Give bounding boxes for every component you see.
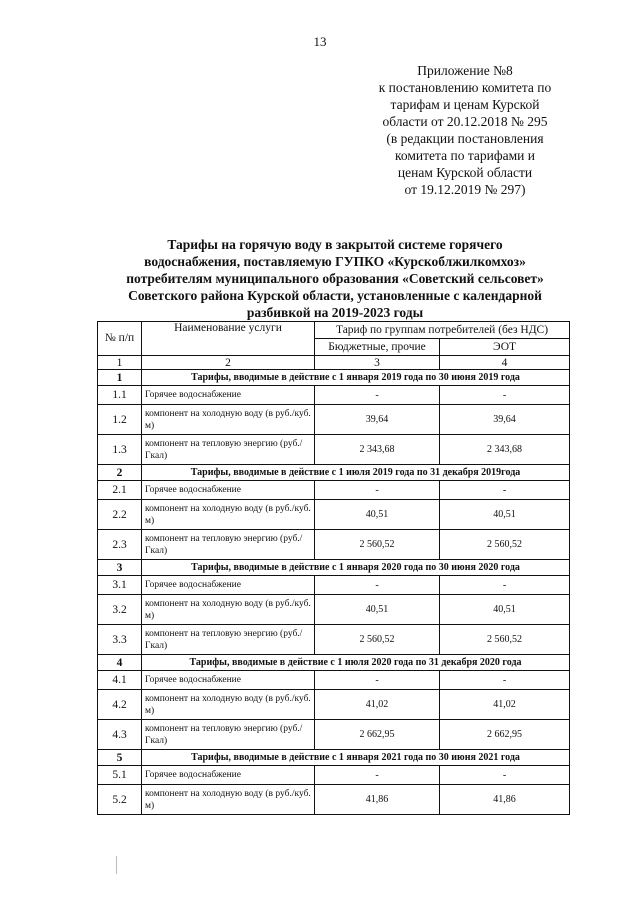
row-index: 2.3	[98, 530, 142, 560]
tariff-budget: 40,51	[315, 500, 440, 530]
title-line: потребителям муниципального образования «Советский сельсовет»	[126, 271, 544, 286]
tariff-budget: 39,64	[315, 405, 440, 435]
column-number: 1	[98, 356, 142, 370]
table-header-row	[98, 322, 570, 339]
table-row	[98, 671, 570, 690]
table-row	[98, 766, 570, 785]
section-row	[98, 655, 570, 671]
service-name: компонент на тепловую энергию (руб./Гкал)	[142, 435, 315, 465]
table-row	[98, 481, 570, 500]
document-title	[100, 236, 570, 321]
appendix-line: области от 20.12.2018 № 295	[382, 114, 548, 129]
tariff-eot: -	[440, 481, 570, 500]
column-number: 4	[440, 356, 570, 370]
header-num: № п/п	[98, 322, 142, 356]
table-row	[98, 785, 570, 815]
title-line: Советского района Курской области, установленные с календарной	[128, 288, 542, 303]
service-name: компонент на холодную воду (в руб./куб. м)	[142, 690, 315, 720]
tariff-budget: 2 560,52	[315, 625, 440, 655]
section-number: 2	[98, 465, 142, 481]
service-name: компонент на тепловую энергию (руб./Гкал)	[142, 720, 315, 750]
header-service: Наименование услуги	[142, 322, 315, 356]
page-number: 13	[313, 34, 327, 49]
tariff-budget: -	[315, 481, 440, 500]
table-row	[98, 720, 570, 750]
row-index: 3.1	[98, 576, 142, 595]
column-numbers-row	[98, 356, 570, 370]
appendix-line: комитета по тарифами и	[395, 148, 535, 163]
row-index: 2.2	[98, 500, 142, 530]
tariff-budget: 41,02	[315, 690, 440, 720]
appendix-line: ценам Курской области	[397, 165, 533, 180]
section-title: Тарифы, вводимые в действие с 1 января 2020 года по 30 июня 2020 года	[142, 560, 570, 576]
service-name: Горячее водоснабжение	[142, 386, 315, 405]
section-number: 4	[98, 655, 142, 671]
tariff-eot: 2 662,95	[440, 720, 570, 750]
appendix-line: Приложение №8	[417, 63, 513, 78]
service-name: Горячее водоснабжение	[142, 671, 315, 690]
tariff-eot: -	[440, 386, 570, 405]
row-index: 5.1	[98, 766, 142, 785]
row-index: 1.2	[98, 405, 142, 435]
row-index: 2.1	[98, 481, 142, 500]
table-row	[98, 530, 570, 560]
table-row	[98, 690, 570, 720]
service-name: компонент на холодную воду (в руб./куб. м)	[142, 785, 315, 815]
row-index: 1.1	[98, 386, 142, 405]
tariff-eot: 2 560,52	[440, 530, 570, 560]
row-index: 3.3	[98, 625, 142, 655]
appendix-line: к постановлению комитета по	[378, 80, 552, 95]
tariff-eot: -	[440, 576, 570, 595]
title-line: разбивкой на 2019-2023 годы	[246, 305, 424, 320]
service-name: Горячее водоснабжение	[142, 766, 315, 785]
section-number: 3	[98, 560, 142, 576]
row-index: 4.1	[98, 671, 142, 690]
table-row	[98, 576, 570, 595]
tariff-budget: -	[315, 671, 440, 690]
tariff-eot: 41,02	[440, 690, 570, 720]
appendix-note	[360, 62, 570, 198]
tariff-budget: -	[315, 386, 440, 405]
table-row	[98, 405, 570, 435]
row-index: 1.3	[98, 435, 142, 465]
tariff-budget: 2 560,52	[315, 530, 440, 560]
section-title: Тарифы, вводимые в действие с 1 июля 2019 года по 31 декабря 2019года	[142, 465, 570, 481]
header-tariff-group: Тариф по группам потребителей (без НДС)	[315, 322, 570, 339]
service-name: компонент на холодную воду (в руб./куб. м)	[142, 405, 315, 435]
header-eot: ЭОТ	[440, 339, 570, 356]
service-name: компонент на тепловую энергию (руб./Гкал)	[142, 625, 315, 655]
row-index: 4.3	[98, 720, 142, 750]
tariff-budget: 40,51	[315, 595, 440, 625]
margin-mark	[116, 856, 117, 874]
header-budget: Бюджетные, прочие	[315, 339, 440, 356]
appendix-line: (в редакции постановления	[386, 131, 544, 146]
section-row	[98, 750, 570, 766]
tariff-eot: 40,51	[440, 500, 570, 530]
service-name: компонент на холодную воду (в руб./куб. м)	[142, 500, 315, 530]
tariff-budget: -	[315, 576, 440, 595]
title-line: Тарифы на горячую воду в закрытой системе горячего	[167, 237, 503, 252]
section-row	[98, 560, 570, 576]
tariff-budget: -	[315, 766, 440, 785]
tariff-budget: 2 662,95	[315, 720, 440, 750]
appendix-line: тарифам и ценам Курской	[390, 97, 540, 112]
section-title: Тарифы, вводимые в действие с 1 января 2021 года по 30 июня 2021 года	[142, 750, 570, 766]
table-row	[98, 435, 570, 465]
table-row	[98, 500, 570, 530]
service-name: Горячее водоснабжение	[142, 576, 315, 595]
tariff-budget: 2 343,68	[315, 435, 440, 465]
table-row	[98, 625, 570, 655]
table-row	[98, 386, 570, 405]
tariff-eot: -	[440, 766, 570, 785]
section-title: Тарифы, вводимые в действие с 1 июля 2020 года по 31 декабря 2020 года	[142, 655, 570, 671]
column-number: 2	[142, 356, 315, 370]
tariff-eot: 39,64	[440, 405, 570, 435]
title-line: водоснабжения, поставляемую ГУПКО «Курскоблжилкомхоз»	[144, 254, 526, 269]
appendix-line: от 19.12.2019 № 297)	[404, 182, 526, 197]
row-index: 4.2	[98, 690, 142, 720]
service-name: Горячее водоснабжение	[142, 481, 315, 500]
section-row	[98, 465, 570, 481]
tariff-eot: 41,86	[440, 785, 570, 815]
column-number: 3	[315, 356, 440, 370]
section-number: 5	[98, 750, 142, 766]
tariff-eot: 2 343,68	[440, 435, 570, 465]
row-index: 5.2	[98, 785, 142, 815]
section-row	[98, 370, 570, 386]
service-name: компонент на холодную воду (в руб./куб. м)	[142, 595, 315, 625]
tariff-eot: -	[440, 671, 570, 690]
row-index: 3.2	[98, 595, 142, 625]
tariff-eot: 40,51	[440, 595, 570, 625]
tariff-table	[97, 321, 570, 815]
table-row	[98, 595, 570, 625]
section-number: 1	[98, 370, 142, 386]
tariff-eot: 2 560,52	[440, 625, 570, 655]
section-title: Тарифы, вводимые в действие с 1 января 2019 года по 30 июня 2019 года	[142, 370, 570, 386]
tariff-budget: 41,86	[315, 785, 440, 815]
service-name: компонент на тепловую энергию (руб./Гкал)	[142, 530, 315, 560]
